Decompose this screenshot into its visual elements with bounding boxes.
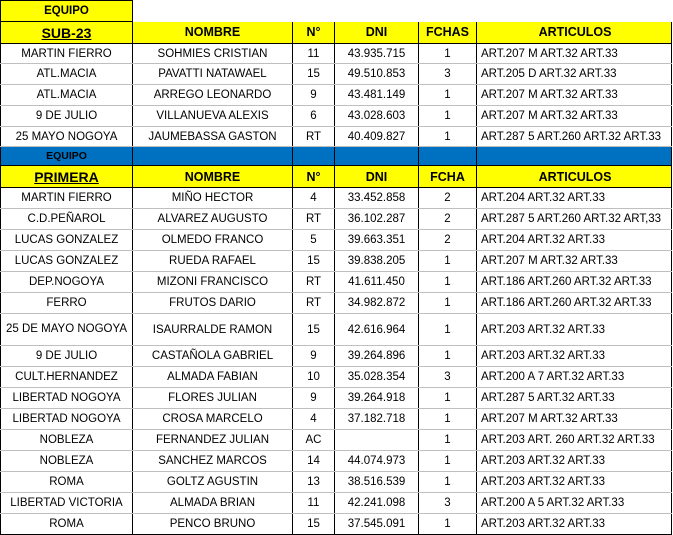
cell-equipo: NOBLEZA (1, 451, 133, 472)
table-row (1, 106, 672, 127)
cell-fchas: 1 (419, 106, 477, 127)
col-header-nombre: NOMBRE (133, 166, 293, 188)
cell-equipo: ATL.MACIA (1, 64, 133, 85)
col-header-fcha: FCHA (419, 166, 477, 188)
table-row (1, 451, 672, 472)
cell-articulos: ART.205 D ART.32 ART.33 (477, 64, 672, 85)
cell-nombre: PAVATTI NATAWAEL (133, 64, 293, 85)
cell-dni: 39.838.205 (335, 251, 419, 272)
table-row (1, 346, 672, 367)
cell-dni: 37.545.091 (335, 514, 419, 535)
cell-nombre: SOHMIES CRISTIAN (133, 44, 293, 64)
cell-fchas: 1 (419, 272, 477, 293)
table-row (1, 209, 672, 230)
cell-nombre: ARREGO LEONARDO (133, 85, 293, 106)
cell-num: 9 (293, 388, 335, 409)
cell-articulos: ART.186 ART.260 ART.32 ART.33 (477, 293, 672, 314)
equipo-label-row (1, 1, 672, 22)
cell-equipo: NOBLEZA (1, 430, 133, 451)
cell-nombre: FRUTOS DARIO (133, 293, 293, 314)
cell-nombre: PENCO BRUNO (133, 514, 293, 535)
cell-articulos: ART.203 ART.32 ART.33 (477, 314, 672, 346)
cell-articulos: ART.207 M ART.32 ART.33 (477, 106, 672, 127)
cell-articulos: ART.287 5 ART.260 ART.32 ART.33 (477, 127, 672, 147)
cell-equipo: MARTIN FIERRO (1, 44, 133, 64)
cell-articulos: ART.186 ART.260 ART.32 ART.33 (477, 272, 672, 293)
cell-dni: 33.452.858 (335, 188, 419, 209)
cell-nombre: JAUMEBASSA GASTON (133, 127, 293, 147)
cell-fchas: 2 (419, 209, 477, 230)
cell-nombre: ISAURRALDE RAMON (133, 314, 293, 346)
cell-fchas: 1 (419, 514, 477, 535)
cell-num: 13 (293, 472, 335, 493)
table-row (1, 293, 672, 314)
cell-dni: 42.616.964 (335, 314, 419, 346)
cell-num: RT (293, 127, 335, 147)
cell-articulos: ART.203 ART.32 ART.33 (477, 346, 672, 367)
cell-nombre: FLORES JULIAN (133, 388, 293, 409)
cell-articulos: ART.203 ART.32 ART.33 (477, 514, 672, 535)
cell-articulos: ART.204 ART.32 ART.33 (477, 230, 672, 251)
cell-num: 11 (293, 44, 335, 64)
col-header-dni: DNI (335, 166, 419, 188)
cell-articulos: ART.287 5 ART.260 ART.32 ART,33 (477, 209, 672, 230)
cell-nombre: GOLTZ AGUSTIN (133, 472, 293, 493)
cell-fchas: 2 (419, 188, 477, 209)
table-row (1, 472, 672, 493)
cell-fchas: 3 (419, 64, 477, 85)
cell-num: 4 (293, 188, 335, 209)
cell-fchas: 1 (419, 251, 477, 272)
col-header-dni: DNI (335, 22, 419, 44)
cell-num: AC (293, 430, 335, 451)
cell-dni: 43.935.715 (335, 44, 419, 64)
cell-fchas: 1 (419, 451, 477, 472)
cell-equipo: ATL.MACIA (1, 85, 133, 106)
cell-num: 4 (293, 409, 335, 430)
cell-fchas: 3 (419, 367, 477, 388)
table-row (1, 272, 672, 293)
cell-dni: 36.102.287 (335, 209, 419, 230)
cell-fchas: 1 (419, 472, 477, 493)
cell-equipo: LIBERTAD VICTORIA (1, 493, 133, 514)
cell-articulos: ART.287 5 ART.32 ART.33 (477, 388, 672, 409)
table-row (1, 493, 672, 514)
cell-articulos: ART.207 M ART.32 ART.33 (477, 44, 672, 64)
col-header-num: N° (293, 166, 335, 188)
table-row (1, 127, 672, 147)
cell-nombre: ALMADA FABIAN (133, 367, 293, 388)
cell-num: 15 (293, 514, 335, 535)
category-title-primera: PRIMERA (1, 166, 133, 188)
cell-equipo: LIBERTAD NOGOYA (1, 388, 133, 409)
cell-dni: 49.510.853 (335, 64, 419, 85)
cell-nombre: ALVAREZ AUGUSTO (133, 209, 293, 230)
cell-equipo: CULT.HERNANDEZ (1, 367, 133, 388)
cell-dni: 39.264.896 (335, 346, 419, 367)
cell-num: RT (293, 272, 335, 293)
cell-equipo: ROMA (1, 514, 133, 535)
category-title-sub23: SUB-23 (1, 22, 133, 44)
cell-articulos: ART.203 ART.32 ART.33 (477, 451, 672, 472)
table-row (1, 44, 672, 64)
cell-equipo: ROMA (1, 472, 133, 493)
table-row (1, 85, 672, 106)
cell-nombre: MIÑO HECTOR (133, 188, 293, 209)
cell-dni: 37.182.718 (335, 409, 419, 430)
cell-num: 15 (293, 314, 335, 346)
cell-articulos: ART.207 M ART.32 ART.33 (477, 251, 672, 272)
col-header-articulos: ARTICULOS (477, 166, 672, 188)
cell-nombre: CROSA MARCELO (133, 409, 293, 430)
sanctions-table-body (1, 1, 672, 535)
cell-num: 9 (293, 346, 335, 367)
table-row (1, 409, 672, 430)
cell-num: RT (293, 209, 335, 230)
cell-equipo: LIBERTAD NOGOYA (1, 409, 133, 430)
cell-equipo: 25 MAYO NOGOYA (1, 127, 133, 147)
col-header-articulos: ARTICULOS (477, 22, 672, 44)
equipo-label: EQUIPO (1, 147, 133, 166)
cell-articulos: ART.207 M ART.32 ART.33 (477, 85, 672, 106)
cell-articulos: ART.200 A 5 ART.32 ART.33 (477, 493, 672, 514)
cell-fchas: 1 (419, 388, 477, 409)
cell-num: 10 (293, 367, 335, 388)
cell-nombre: CASTAÑOLA GABRIEL (133, 346, 293, 367)
cell-dni: 38.516.539 (335, 472, 419, 493)
cell-fchas: 2 (419, 230, 477, 251)
cell-num: 14 (293, 451, 335, 472)
cell-articulos: ART.203 ART.32 ART.33 (477, 472, 672, 493)
cell-num: 11 (293, 493, 335, 514)
cell-fchas: 1 (419, 314, 477, 346)
cell-num: 15 (293, 251, 335, 272)
cell-fchas: 1 (419, 293, 477, 314)
table-row (1, 514, 672, 535)
cell-dni: 43.481.149 (335, 85, 419, 106)
cell-equipo: 9 DE JULIO (1, 106, 133, 127)
table-row (1, 64, 672, 85)
table-row (1, 314, 672, 346)
cell-dni: 39.663.351 (335, 230, 419, 251)
cell-dni: 35.028.354 (335, 367, 419, 388)
cell-equipo: 25 DE MAYO NOGOYA (1, 314, 133, 346)
table-row (1, 388, 672, 409)
cell-num: 5 (293, 230, 335, 251)
cell-fchas: 1 (419, 346, 477, 367)
cell-nombre: FERNANDEZ JULIAN (133, 430, 293, 451)
cell-fchas: 1 (419, 85, 477, 106)
cell-dni: 34.982.872 (335, 293, 419, 314)
cell-articulos: ART.207 M ART.32 ART.33 (477, 409, 672, 430)
cell-nombre: ALMADA BRIAN (133, 493, 293, 514)
equipo-label: EQUIPO (1, 1, 133, 22)
cell-dni: 40.409.827 (335, 127, 419, 147)
header-row-sub23 (1, 22, 672, 44)
cell-articulos: ART.203 ART. 260 ART.32 ART.33 (477, 430, 672, 451)
cell-dni (335, 430, 419, 451)
cell-dni: 43.028.603 (335, 106, 419, 127)
cell-nombre: SANCHEZ MARCOS (133, 451, 293, 472)
cell-dni: 41.611.450 (335, 272, 419, 293)
col-header-fchas: FCHAS (419, 22, 477, 44)
cell-num: 9 (293, 85, 335, 106)
cell-dni: 39.264.918 (335, 388, 419, 409)
cell-fchas: 1 (419, 127, 477, 147)
cell-num: 6 (293, 106, 335, 127)
cell-equipo: LUCAS GONZALEZ (1, 230, 133, 251)
cell-num: 15 (293, 64, 335, 85)
cell-equipo: MARTIN FIERRO (1, 188, 133, 209)
equipo-label-row-primera (1, 147, 672, 166)
cell-num: RT (293, 293, 335, 314)
cell-fchas: 1 (419, 44, 477, 64)
cell-nombre: RUEDA RAFAEL (133, 251, 293, 272)
table-row (1, 367, 672, 388)
cell-equipo: C.D.PEÑAROL (1, 209, 133, 230)
cell-articulos: ART.204 ART.32 ART.33 (477, 188, 672, 209)
col-header-num: N° (293, 22, 335, 44)
col-header-nombre: NOMBRE (133, 22, 293, 44)
cell-fchas: 1 (419, 409, 477, 430)
cell-equipo: 9 DE JULIO (1, 346, 133, 367)
cell-nombre: MIZONI FRANCISCO (133, 272, 293, 293)
table-row (1, 251, 672, 272)
table-row (1, 230, 672, 251)
cell-nombre: OLMEDO FRANCO (133, 230, 293, 251)
cell-fchas: 1 (419, 430, 477, 451)
cell-dni: 42.241.098 (335, 493, 419, 514)
cell-articulos: ART.200 A 7 ART.32 ART.33 (477, 367, 672, 388)
cell-equipo: LUCAS GONZALEZ (1, 251, 133, 272)
cell-nombre: VILLANUEVA ALEXIS (133, 106, 293, 127)
table-row (1, 188, 672, 209)
cell-dni: 44.074.973 (335, 451, 419, 472)
cell-equipo: DEP.NOGOYA (1, 272, 133, 293)
header-row-primera (1, 166, 672, 188)
cell-fchas: 3 (419, 493, 477, 514)
cell-equipo: FERRO (1, 293, 133, 314)
table-row (1, 430, 672, 451)
